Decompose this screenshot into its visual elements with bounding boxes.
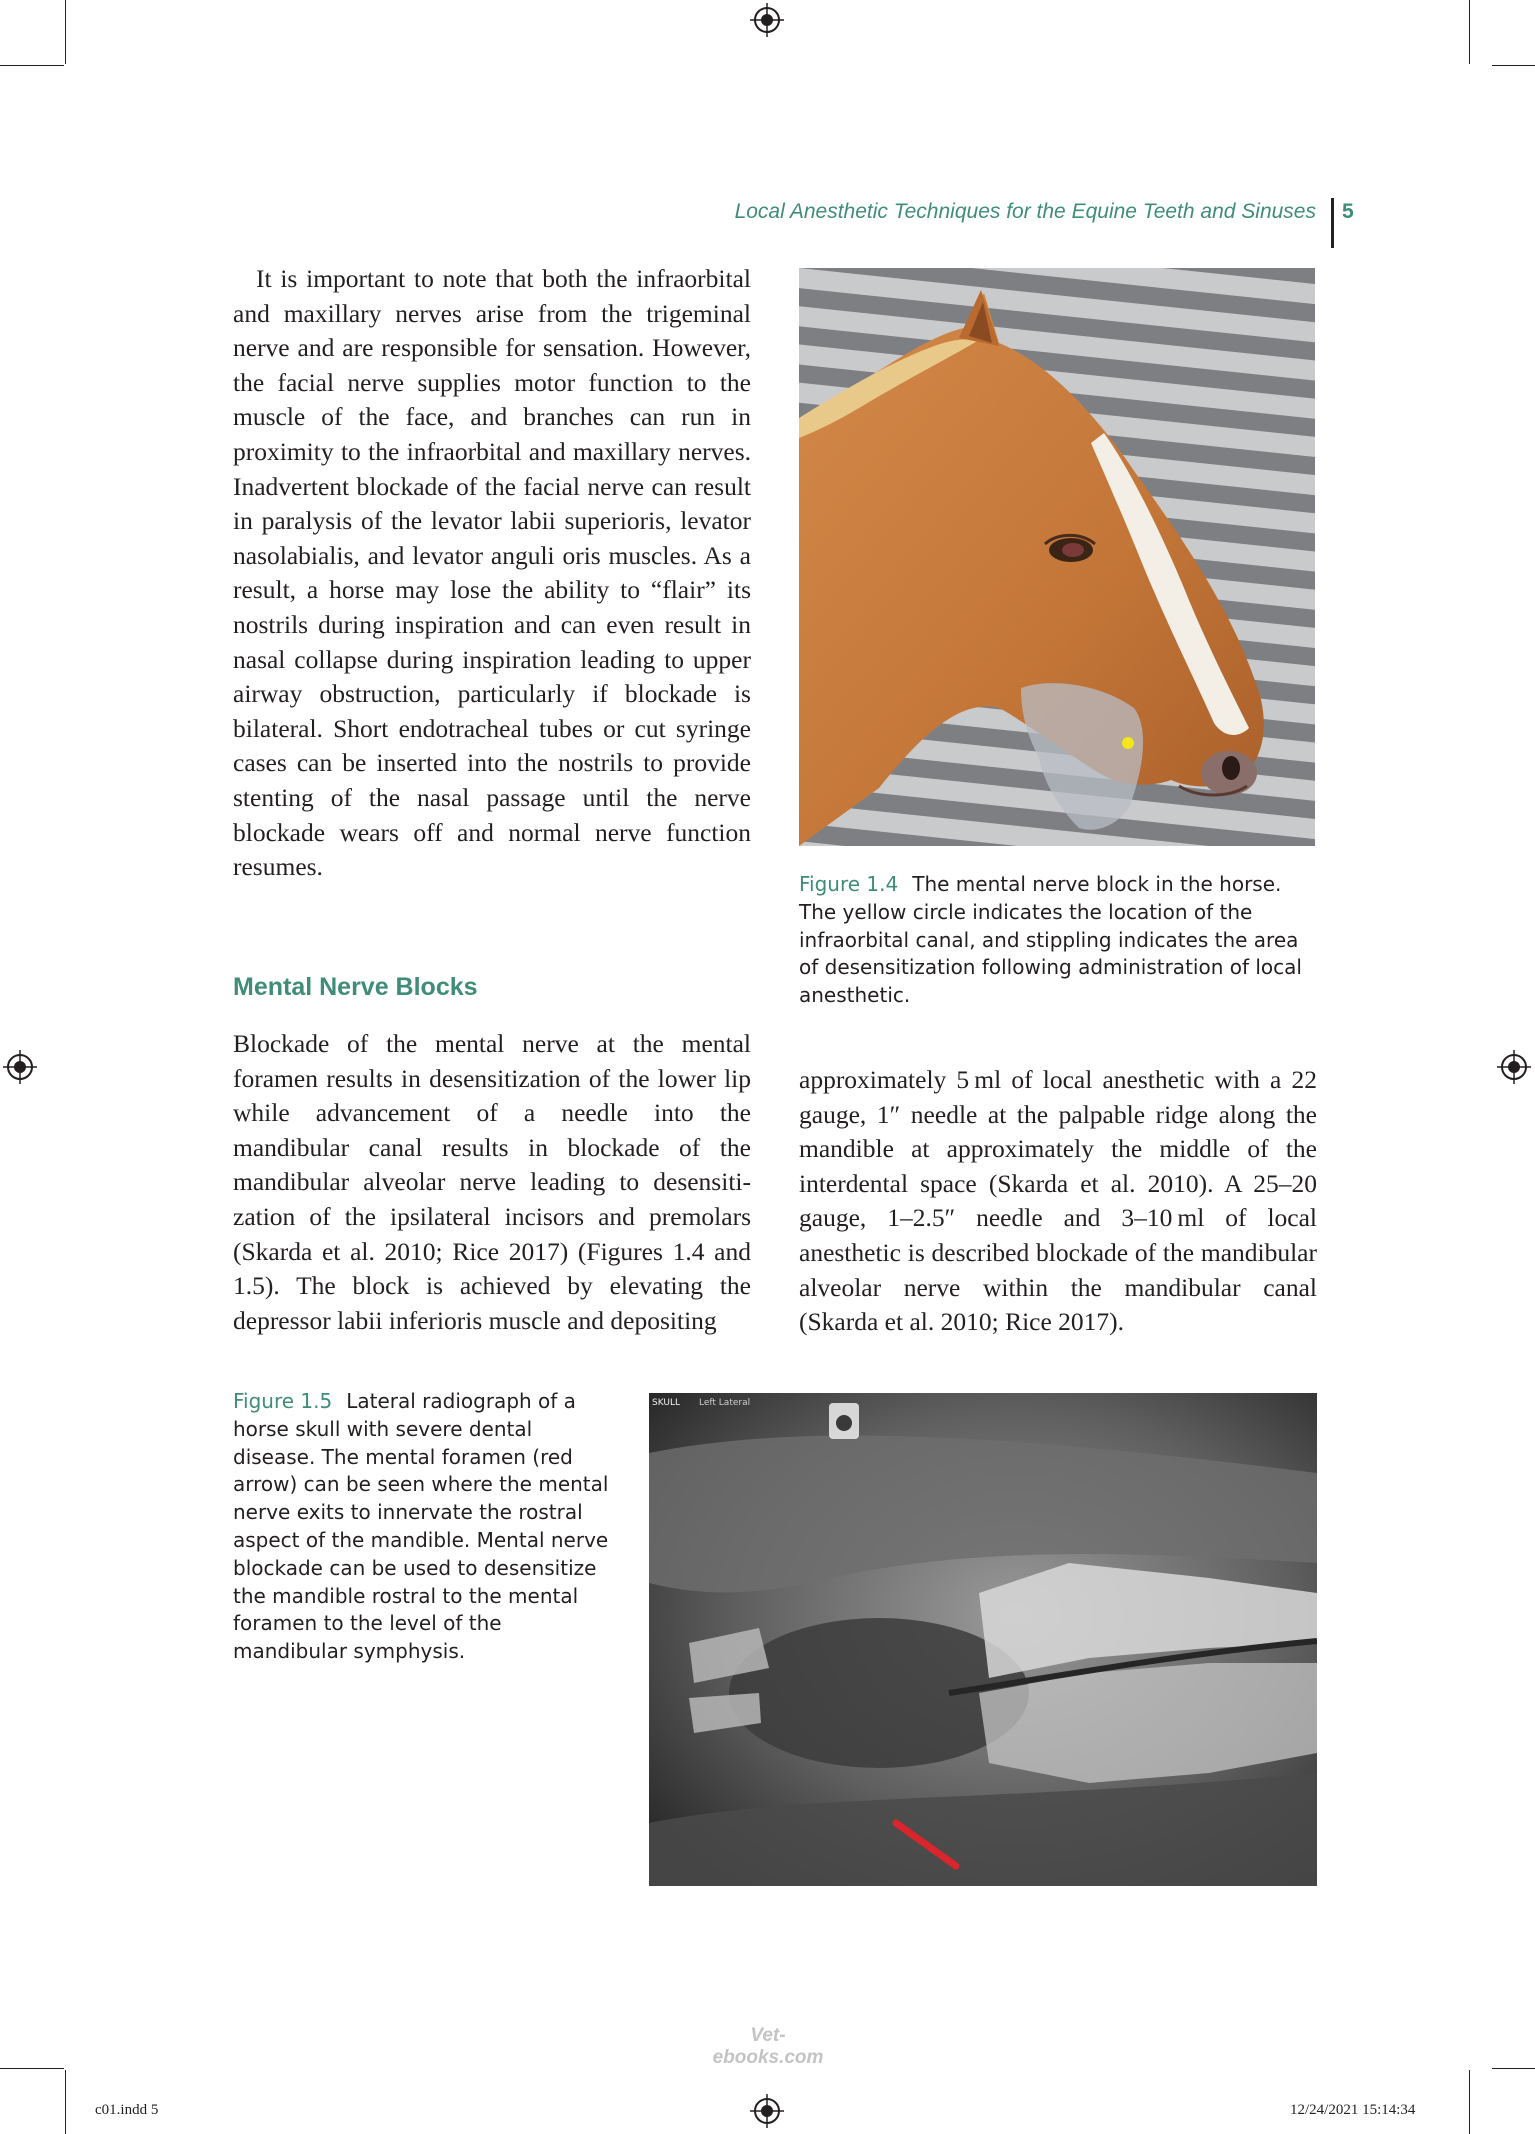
body-paragraph: approximately 5 ml of local anesthetic with a 22 gauge, 1″ needle at the palpable ridge along the mandible at approximately the middle of the interdental space (Skarda et al. 2010). A 25–20 gauge, 1–2.5″ needle and 3–10 ml of local anesthetic is described blockade of the mandibular alveolar nerve within the mandibular canal (Skarda et al. 2010; Rice 2017). <box>799 1065 1317 1337</box>
running-head-rule <box>1331 198 1334 248</box>
page-number: 5 <box>1342 200 1354 223</box>
crop-mark <box>1492 65 1535 66</box>
xray-label: Left Lateral <box>699 1398 751 1408</box>
figure-1-5-caption <box>233 1388 615 1666</box>
running-head-title: Local Anesthetic Techniques for the Equine Teeth and Sinuses <box>734 200 1316 223</box>
horse-head-illustration <box>799 268 1315 846</box>
registration-mark-icon <box>750 3 784 37</box>
crop-mark <box>1469 0 1470 64</box>
crop-mark <box>0 65 64 66</box>
infraorbital-marker <box>1122 737 1134 749</box>
crop-mark <box>0 2068 64 2069</box>
watermark: Vet-ebooks.com <box>712 2025 824 2068</box>
registration-mark-icon <box>3 1050 37 1084</box>
slug-file: c01.indd 5 <box>95 2102 159 2118</box>
registration-mark-icon <box>1497 1050 1531 1084</box>
body-paragraph: It is important to note that both the infraorbital and maxillary nerves arise from the trigeminal nerve and are responsible for sensation. However, the facial nerve supplies motor function to the muscle of the face, and branches can run in proximity to the infraorbital and maxillary nerves. Inadvertent blockade of the facial nerve can result in paralysis of the levator labii superioris, levator nasolabialis, and levator anguli oris muscles. As a result, a horse may lose the ability to “flair” its nostrils during inspiration and can even result in nasal collapse during inspiration leading to upper airway obstruction, particularly if blockade is bilateral. Short endotracheal tubes or cut syringe cases can be inserted into the nostrils to provide stenting of the nasal passage until the nerve blockade wears off and normal nerve function resumes. <box>233 264 751 882</box>
xray-label: SKULL <box>652 1398 680 1408</box>
section-heading: Mental Nerve Blocks <box>233 973 478 1001</box>
crop-mark <box>1469 2070 1470 2134</box>
caption-text: The mental nerve block in the horse. The yellow circle indicates the location of the infraorbital canal, and stippling indicates the area of desensitization following administration of local anesthetic. <box>799 872 1302 1008</box>
registration-mark-icon <box>750 2094 784 2128</box>
crop-mark <box>65 2070 66 2134</box>
figure-1-4-photo <box>799 268 1315 846</box>
caption-text: Lateral radiograph of a horse skull with severe dental disease. The mental foramen (red arrow) can be seen where the mental nerve exits to innervate the rostral aspect of the mandible. Mental nerve blockade can be used to desensitize the mandible rostral to the mental foramen to the level of the mandibular symphysis. <box>233 1389 609 1664</box>
skull-radiograph-illustration <box>649 1393 1317 1886</box>
crop-mark <box>1492 2068 1535 2069</box>
slug-timestamp: 12/24/2021 15:14:34 <box>1290 2102 1416 2118</box>
crop-mark <box>65 0 66 64</box>
figure-label: Figure 1.5 <box>233 1389 333 1413</box>
figure-1-5-radiograph <box>649 1393 1317 1886</box>
figure-1-4-caption <box>799 871 1319 1010</box>
figure-label: Figure 1.4 <box>799 872 899 896</box>
body-paragraph: Blockade of the mental nerve at the mental foramen results in desensitization of the lower lip while advancement of a needle into the mandibular canal results in blockade of the mandibular alveolar nerve leading to desensitization of the ipsilateral incisors and premolars (Skarda et al. 2010; Rice 2017) (Figures 1.4 and 1.5). The block is achieved by elevating the depressor labii inferioris muscle and depositing <box>233 1029 751 1335</box>
